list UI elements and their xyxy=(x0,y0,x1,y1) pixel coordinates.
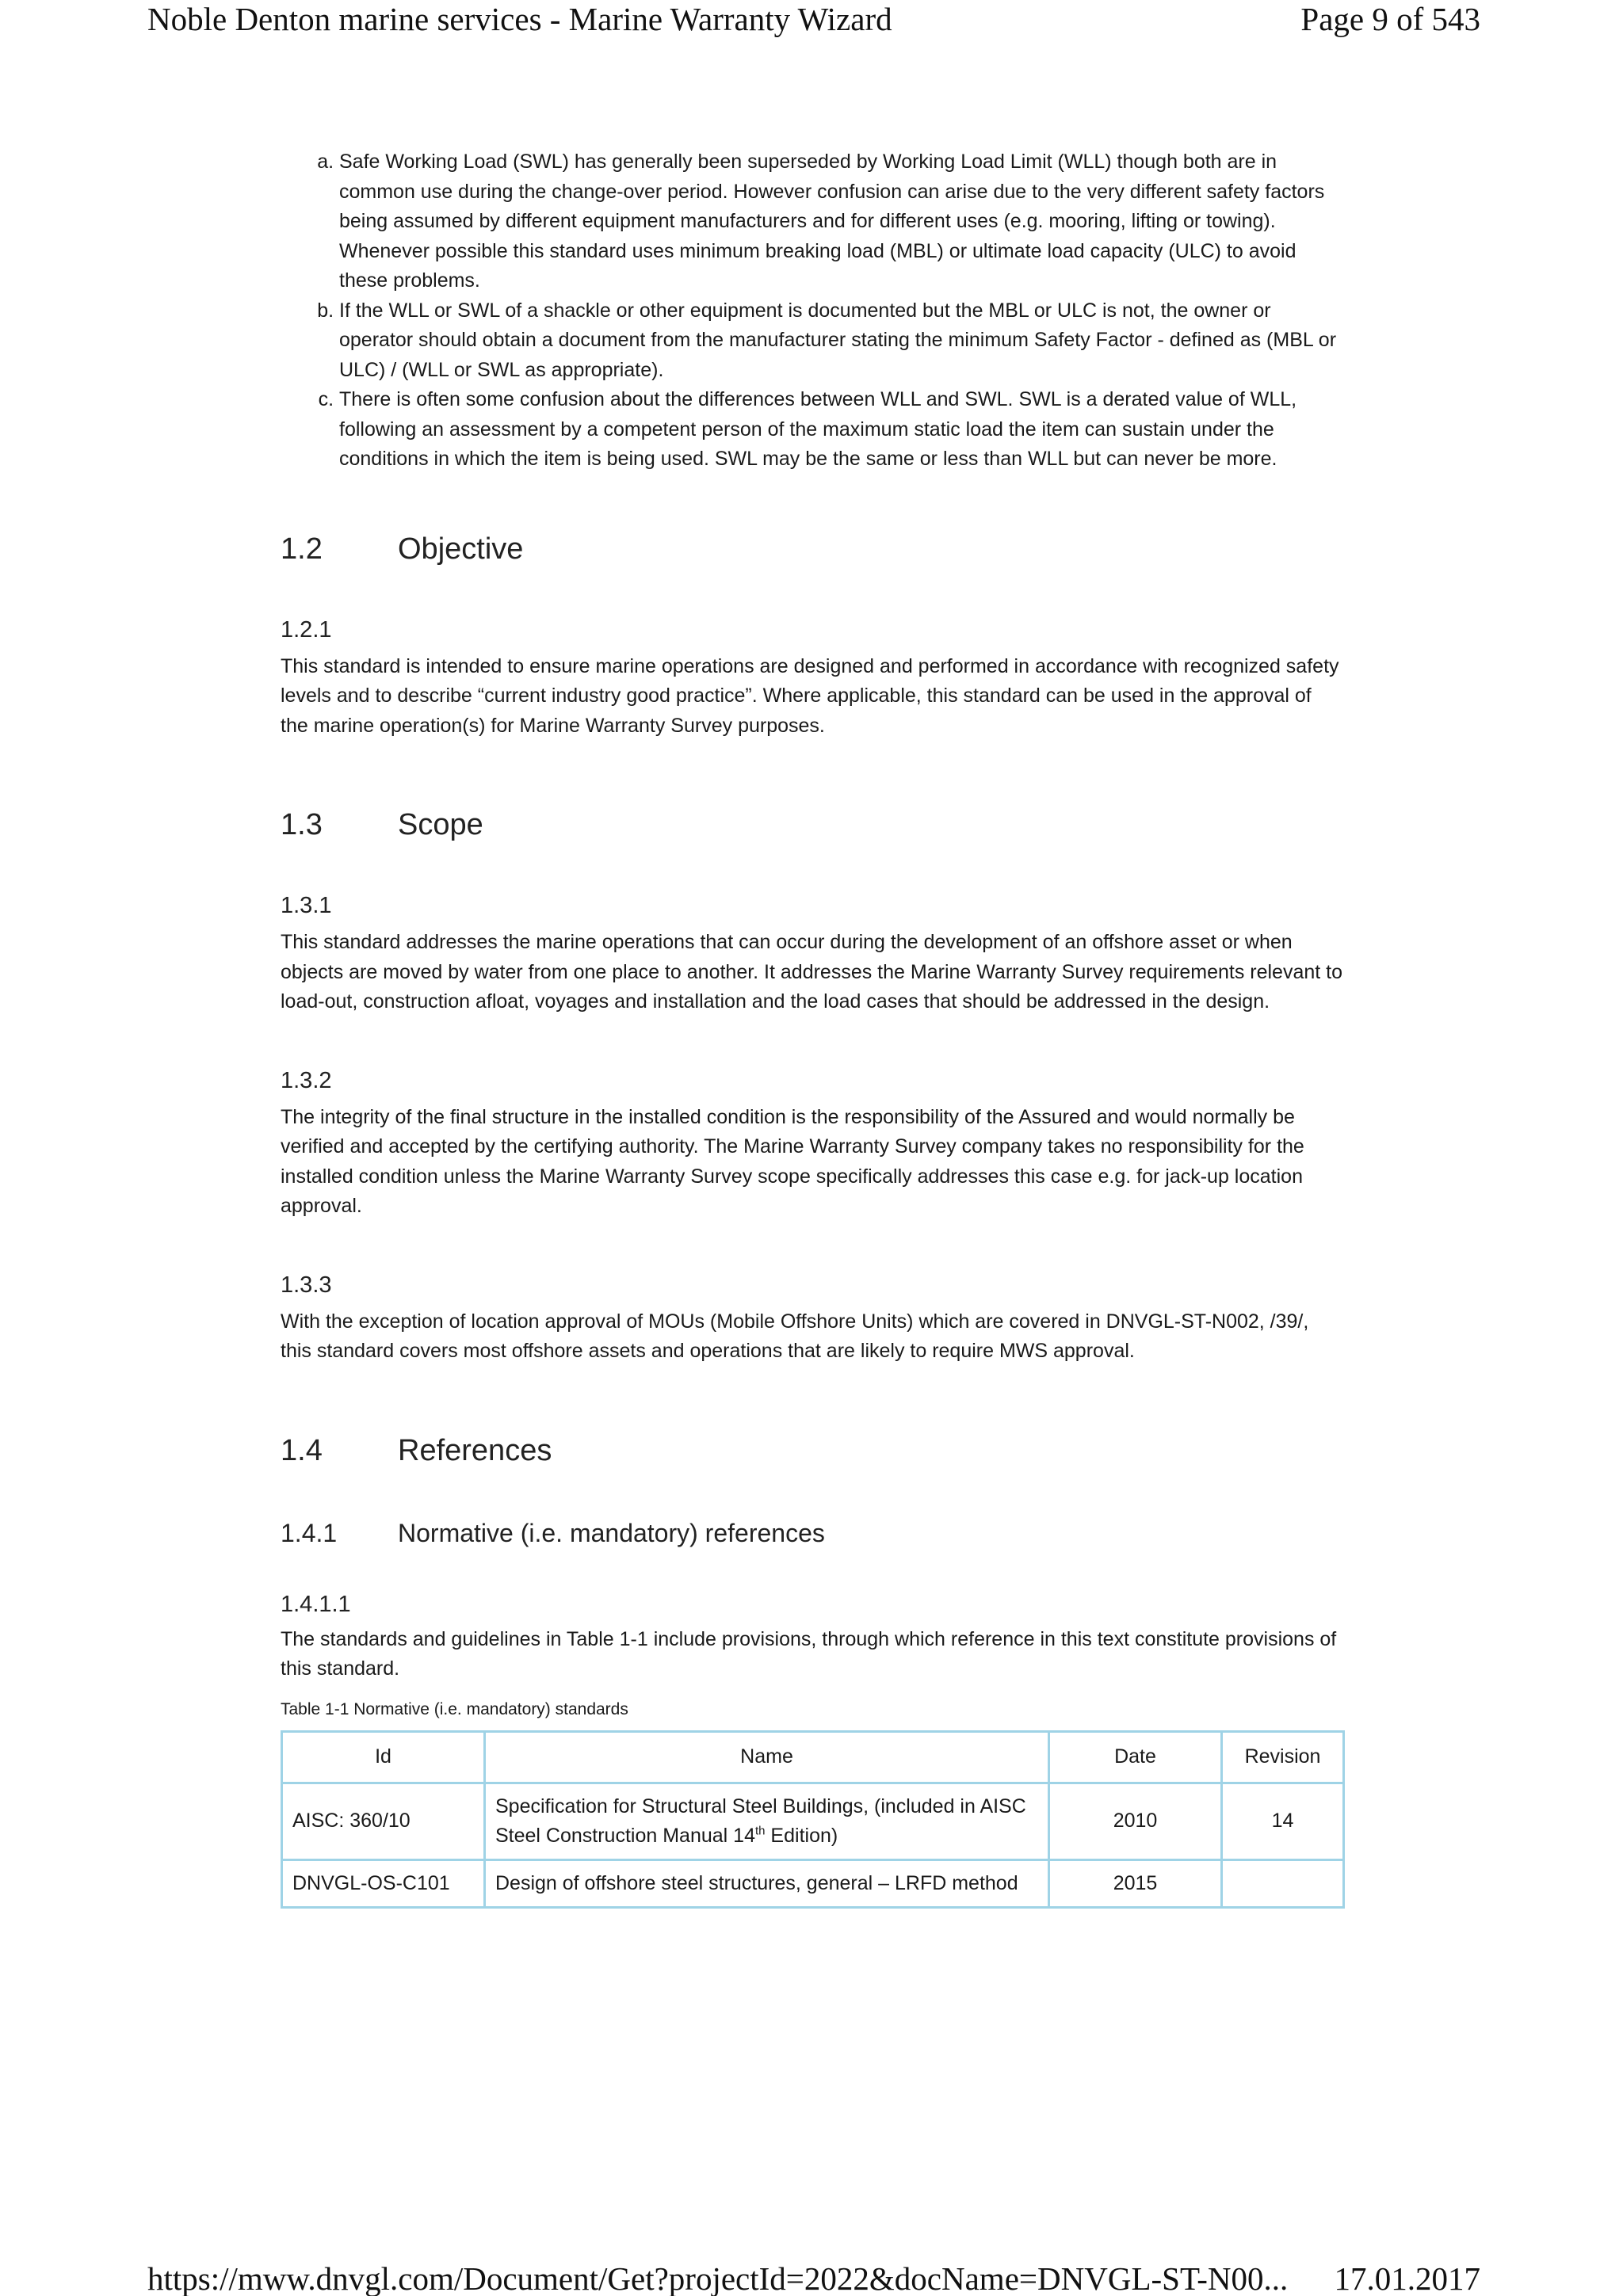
table-caption: Table 1-1 Normative (i.e. mandatory) standards xyxy=(281,1699,628,1718)
cell-name xyxy=(485,1783,1049,1859)
column-header-id: Id xyxy=(282,1731,485,1783)
clause-number-1-3-1: 1.3.1 xyxy=(281,893,332,918)
column-header-name: Name xyxy=(485,1731,1049,1783)
subsection-number: 1.4.1 xyxy=(281,1518,338,1547)
section-heading-scope xyxy=(281,807,1342,842)
cell-revision: 14 xyxy=(1222,1783,1344,1859)
document-url: https://mww.dnvgl.com/Document/Get?projectId=2022&docName=DNVGL-ST-N00... xyxy=(147,2260,1289,2296)
section-number: 1.2 xyxy=(281,532,323,566)
clause-number-1-2-1: 1.2.1 xyxy=(281,616,332,643)
cell-name-text: Specification for Structural Steel Buildings, (included in AISC Steel Construction Manual 14 xyxy=(495,1794,1026,1847)
clause-text-1-4-1-1: The standards and guidelines in Table 1-1 include provisions, through which reference in this text constitute provisions of this standard. xyxy=(281,1627,1337,1680)
note-a: a. Safe Working Load (SWL) has generally been superseded by Working Load Limit (WLL) though both are in common use during the change-over period. However confusion can arise due to the very different safety factors being assumed by different equipment manufacturers and for different uses (e.g. mooring, lifting or towing). Whenever possible this standard uses minimum breaking load (MBL) or ultimate load capacity (ULC) to avoid these problems. xyxy=(339,147,1342,296)
section-heading-references xyxy=(281,1433,1342,1468)
section-title: References xyxy=(398,1433,552,1467)
note-c: c. There is often some confusion about the differences between WLL and SWL. SWL is a derated value of WLL, following an assessment by a competent person of the maximum static load the item can sustain under the conditions in which the item is being used. SWL may be the same or less than WLL but can never be more. xyxy=(339,385,1342,475)
cell-revision xyxy=(1222,1859,1344,1907)
print-date: 17.01.2017 xyxy=(1334,2260,1480,2296)
print-header-title: Noble Denton marine services - Marine Warranty Wizard xyxy=(147,1,892,37)
table-row xyxy=(282,1859,1344,1907)
table-row xyxy=(282,1783,1344,1859)
cell-name: Design of offshore steel structures, general – LRFD method xyxy=(485,1859,1049,1907)
section-heading-objective xyxy=(281,532,1342,566)
document-body xyxy=(281,147,1342,1909)
section-number: 1.4 xyxy=(281,1433,323,1467)
clause-text-1-2-1: This standard is intended to ensure marine operations are designed and performed in accordance with recognized safety levels and to describe “current industry good practice”. Where applicable, this standard can be used in the approval of the marine operation(s) for Marine Warranty Survey purposes. xyxy=(281,654,1339,737)
column-header-revision: Revision xyxy=(1222,1731,1344,1783)
section-title: Objective xyxy=(398,532,524,566)
clause-text-1-3-1: This standard addresses the marine operations that can occur during the development of an offshore asset or when objects are moved by water from one place to another. It addresses the Marine Warranty Survey requirements relevant to load-out, construction afloat, voyages and installation and the load cases that should be addressed in the design. xyxy=(281,931,1343,1013)
cell-date: 2010 xyxy=(1049,1783,1222,1859)
print-footer xyxy=(0,2260,1623,2296)
column-header-date: Date xyxy=(1049,1731,1222,1783)
cell-id: DNVGL-OS-C101 xyxy=(282,1859,485,1907)
cell-name-text-end: Edition) xyxy=(765,1824,838,1847)
note-b: b. If the WLL or SWL of a shackle or other equipment is documented but the MBL or ULC is not, the owner or operator should obtain a document from the manufacturer stating the minimum Safety Factor - defined as (MBL or ULC) / (WLL or SWL as appropriate). xyxy=(339,296,1342,386)
superscript-ordinal: th xyxy=(754,1824,766,1838)
normative-standards-table xyxy=(281,1730,1345,1909)
clause-text-1-3-2: The integrity of the final structure in the installed condition is the responsibility of the Assured and would normally be verified and accepted by the certifying authority. The Marine Warranty Survey company takes no responsibility for the installed condition unless the Marine Warranty Survey scope specifically addresses this case e.g. for jack-up location approval. xyxy=(281,1105,1304,1217)
clause-number-1-4-1-1: 1.4.1.1 xyxy=(281,1591,351,1617)
clause-number-1-3-2: 1.3.2 xyxy=(281,1067,332,1093)
subsection-heading-normative-references xyxy=(281,1517,1342,1549)
print-header xyxy=(0,0,1623,48)
clause-number-1-3-3: 1.3.3 xyxy=(281,1272,332,1298)
table-header-row xyxy=(282,1731,1344,1783)
section-title: Scope xyxy=(398,808,483,841)
clause-text-1-3-3: With the exception of location approval of MOUs (Mobile Offshore Units) which are covered in DNVGL-ST-N002, /39/, this standard covers most offshore assets and operations that are likely to require MWS approval. xyxy=(281,1310,1309,1362)
subsection-title: Normative (i.e. mandatory) references xyxy=(398,1518,825,1547)
cell-id: AISC: 360/10 xyxy=(282,1783,485,1859)
page-number: Page 9 of 543 xyxy=(1300,1,1480,37)
cell-date: 2015 xyxy=(1049,1859,1222,1907)
section-number: 1.3 xyxy=(281,808,323,841)
guidance-notes-list xyxy=(281,147,1342,475)
